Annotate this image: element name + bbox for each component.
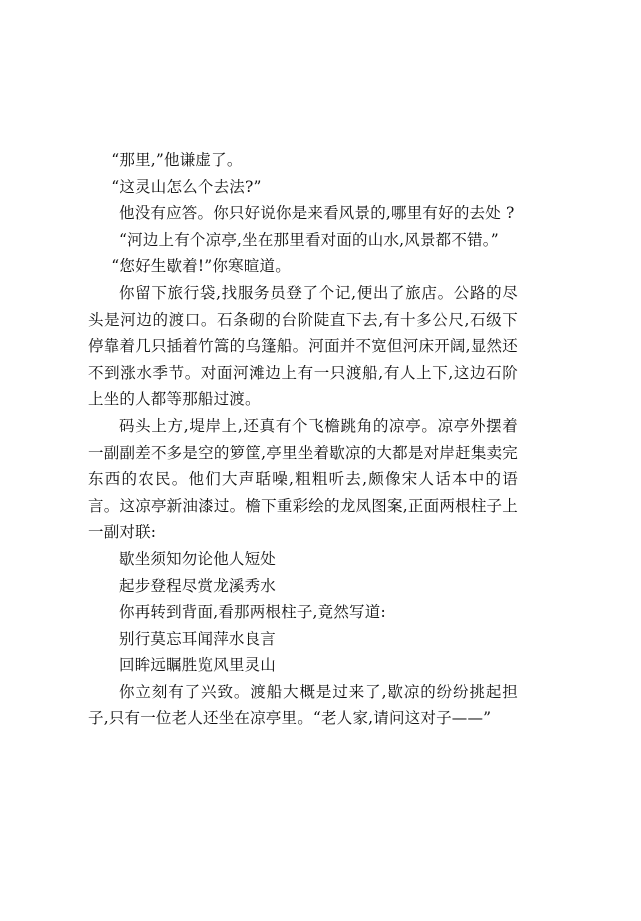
paragraph: “这灵山怎么个去法?” <box>111 177 262 196</box>
couplet-line: 回眸远瞩胜览风里灵山 <box>119 656 277 675</box>
paragraph: “那里,”他谦虚了。 <box>111 151 243 169</box>
paragraph: 你再转到背面,看那两根柱子,竟然写道: <box>119 603 386 622</box>
couplet-line: 起步登程尽赏龙溪秀水 <box>119 576 277 595</box>
couplet-line: 歇坐须知勿论他人短处 <box>119 549 277 568</box>
paragraph: “河边上有个凉亭,坐在那里看对面的山水,风景都不错。” <box>119 230 499 249</box>
paragraph: 他没有应答。你只好说你是来看风景的,哪里有好的去处 ? <box>119 204 515 223</box>
body-text <box>88 147 518 732</box>
paragraph: 你立刻有了兴致。渡船大概是过来了,歇凉的纷纷挑起担子,只有一位老人还坐在凉亭里。“老人家,请问这对子——” <box>88 682 518 728</box>
paragraph: “您好生歇着!”你寒暄道。 <box>111 257 291 276</box>
couplet-line: 别行莫忘耳闻萍水良言 <box>119 629 277 648</box>
paragraph: 码头上方,堤岸上,还真有个飞檐跳角的凉亭。凉亭外摆着一副副差不多是空的箩筐,亭里坐着歇凉的大都是对岸赶集卖完东西的农民。他们大声聒噪,粗粗听去,颇像宋人话本中的语言。这凉亭新油漆过。檐下重彩绘的龙凤图案,正面两根柱子上一副对联: <box>88 416 518 542</box>
paragraph: 你留下旅行袋,找服务员登了个记,便出了旅店。公路的尽头是河边的渡口。石条砌的台阶陡直下去,有十多公尺,石级下停靠着几只插着竹篙的乌篷船。河面并不宽但河床开阔,显然还不到涨水季节。对面河滩边上有一只渡船,有人上下,这边石阶上坐的人都等那船过渡。 <box>88 283 518 409</box>
